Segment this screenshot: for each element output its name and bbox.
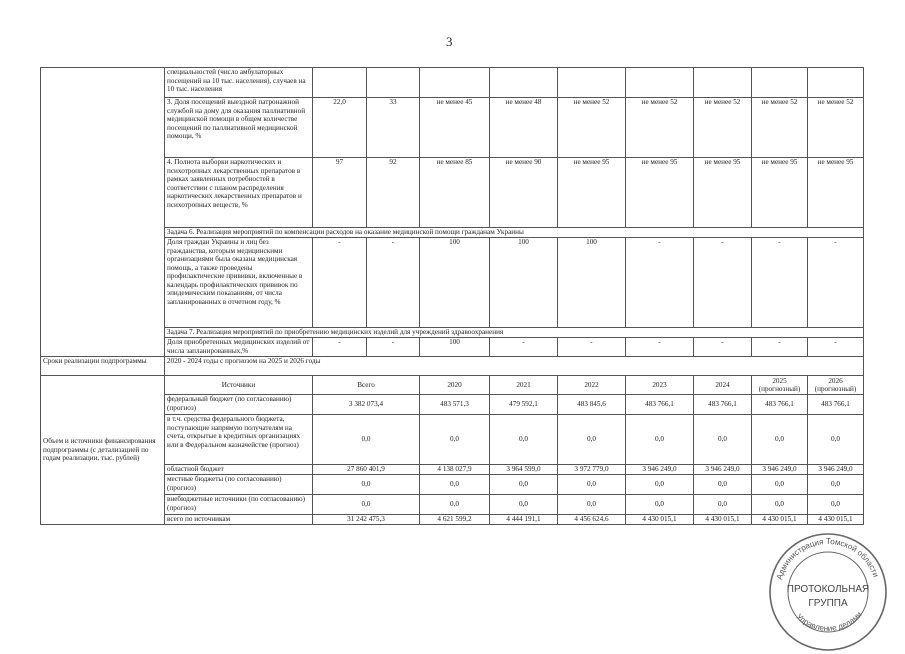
indicator-value: - (694, 338, 752, 357)
indicator-value: не менее 45 (420, 98, 490, 158)
funding-value: 0,0 (808, 475, 864, 495)
indicator-row (41, 98, 864, 158)
indicator-value: не менее 95 (752, 158, 808, 228)
indicator-row (41, 158, 864, 228)
funding-value: 0,0 (313, 415, 420, 465)
indicator-value: - (313, 338, 367, 357)
indicator-value: не менее 85 (420, 158, 490, 228)
funding-value: 3 946 249,0 (808, 465, 864, 475)
indicator-value (313, 68, 367, 98)
funding-total-row (41, 515, 864, 525)
funding-header: Источники (165, 376, 313, 395)
indicator-value (558, 68, 626, 98)
indicator-value (490, 68, 558, 98)
funding-row (41, 415, 864, 465)
indicator-value: не менее 52 (694, 98, 752, 158)
indicator-value: не менее 52 (558, 98, 626, 158)
funding-value: 0,0 (808, 495, 864, 515)
funding-header: 2020 (420, 376, 490, 395)
funding-header: 2025 (прогнозный) (752, 376, 808, 395)
funding-value: 483 766,1 (694, 395, 752, 415)
funding-source: областной бюджет (165, 465, 313, 475)
indicator-value: не менее 48 (490, 98, 558, 158)
indicator-row (41, 68, 864, 98)
indicator-row (41, 338, 864, 357)
indicator-value: не менее 52 (626, 98, 694, 158)
funding-value: 483 766,1 (808, 395, 864, 415)
indicator-value: не менее 95 (558, 158, 626, 228)
left-label-cell (41, 68, 165, 357)
indicator-value: - (808, 338, 864, 357)
stamp-outer-text: Администрация Томской области (774, 536, 881, 581)
program-passport-table (40, 67, 864, 525)
funding-value: 0,0 (558, 475, 626, 495)
funding-row (41, 475, 864, 495)
funding-value: 479 592,1 (490, 395, 558, 415)
funding-value: 483 766,1 (752, 395, 808, 415)
indicator-value: 100 (420, 238, 490, 328)
funding-value: 0,0 (490, 415, 558, 465)
funding-row (41, 465, 864, 475)
indicator-value: 100 (558, 238, 626, 328)
official-stamp (766, 530, 890, 654)
indicator-value: - (367, 238, 420, 328)
funding-row (41, 495, 864, 515)
indicator-name: 4. Полнота выборки наркотических и психотропных лекарственных препаратов в рамках заявленных потребностей в соответствии с планом распределения наркотических лекарственных препаратов и психотропных веществ, % (165, 158, 313, 228)
funding-value: 0,0 (694, 475, 752, 495)
funding-value: 0,0 (752, 475, 808, 495)
indicator-name: 3. Доля посещений выездной патронажной службой на дому для оказания паллиативной медицинской помощи в общем количестве посещений по паллиативной медицинской помощи, % (165, 98, 313, 158)
funding-value: 0,0 (490, 475, 558, 495)
indicator-value (626, 68, 694, 98)
indicator-value: - (490, 338, 558, 357)
stamp-bottom-text: Управление делами (794, 609, 864, 633)
funding-value: 0,0 (420, 495, 490, 515)
funding-value: 3 946 249,0 (626, 465, 694, 475)
funding-source: всего по источникам (165, 515, 313, 525)
funding-header: 2023 (626, 376, 694, 395)
funding-value: 4 430 015,1 (808, 515, 864, 525)
stamp-line1: ПРОТОКОЛЬНАЯ (786, 584, 870, 595)
funding-label: Объем и источники финансирования подпрограммы (с детализацией по годам реализации, тыс. рублей) (41, 376, 165, 525)
indicator-value (694, 68, 752, 98)
indicator-value: - (752, 338, 808, 357)
funding-value: 0,0 (420, 415, 490, 465)
funding-header: 2022 (558, 376, 626, 395)
indicator-value (367, 68, 420, 98)
indicator-name: Доля граждан Украины и лиц без гражданства, которым медицинскими организациями была оказана медицинская помощь, а также проведены профилактические прививки, включенные в календарь профилактических прививок по эпидемическим показаниям, от числа запланированных в отчетном году, % (165, 238, 313, 328)
indicator-value: не менее 95 (626, 158, 694, 228)
funding-value: 0,0 (420, 475, 490, 495)
terms-value: 2020 - 2024 годы с прогнозом на 2025 и 2026 годы (165, 357, 864, 376)
funding-header-row (41, 376, 864, 395)
indicator-row (41, 238, 864, 328)
funding-value: 4 430 015,1 (694, 515, 752, 525)
indicator-value (808, 68, 864, 98)
funding-value: 3 382 073,4 (313, 395, 420, 415)
indicator-value: 92 (367, 158, 420, 228)
indicator-value: 100 (420, 338, 490, 357)
funding-row (41, 395, 864, 415)
indicator-value: 33 (367, 98, 420, 158)
indicator-name: Доля приобретенных медицинских изделий от числа запланированных,% (165, 338, 313, 357)
indicator-value: - (313, 238, 367, 328)
task-row (41, 328, 864, 338)
funding-value: 31 242 475,3 (313, 515, 420, 525)
terms-label: Сроки реализации подпрограммы (41, 357, 165, 376)
indicator-value: - (752, 238, 808, 328)
indicator-value: - (626, 238, 694, 328)
funding-value: 0,0 (752, 415, 808, 465)
funding-value: 483 766,1 (626, 395, 694, 415)
funding-value: 3 972 779,0 (558, 465, 626, 475)
indicator-value (420, 68, 490, 98)
funding-header: Всего (313, 376, 420, 395)
funding-source: в т.ч. средства федерального бюджета, поступающие напрямую получателям на счета, открытые в кредитных организациях или в Федеральном казначействе (прогноз) (165, 415, 313, 465)
funding-value: 3 964 599,0 (490, 465, 558, 475)
indicator-value: - (808, 238, 864, 328)
funding-header: 2024 (694, 376, 752, 395)
page-number: 3 (446, 34, 453, 49)
task-title: Задача 7. Реализация мероприятий по приобретению медицинских изделий для учреждений здравоохранения (165, 328, 864, 338)
funding-value: 483 845,6 (558, 395, 626, 415)
funding-value: 0,0 (558, 495, 626, 515)
funding-value: 0,0 (808, 415, 864, 465)
funding-value: 0,0 (626, 415, 694, 465)
stamp-line2: ГРУППА (808, 598, 848, 609)
indicator-value: - (694, 238, 752, 328)
funding-value: 0,0 (626, 475, 694, 495)
funding-header: 2021 (490, 376, 558, 395)
indicator-value: - (558, 338, 626, 357)
funding-value: 0,0 (626, 495, 694, 515)
funding-value: 483 571,3 (420, 395, 490, 415)
indicator-value: не менее 95 (694, 158, 752, 228)
funding-value: 4 430 015,1 (626, 515, 694, 525)
funding-value: 3 946 249,0 (752, 465, 808, 475)
funding-value: 4 621 599,2 (420, 515, 490, 525)
terms-row (41, 357, 864, 376)
funding-value: 0,0 (694, 415, 752, 465)
indicator-name: специальностей (число амбулаторных посещений на 10 тыс. населения), случаев на 10 тыс. населения (165, 68, 313, 98)
funding-value: 0,0 (752, 495, 808, 515)
indicator-value: не менее 95 (808, 158, 864, 228)
funding-value: 27 860 401,9 (313, 465, 420, 475)
funding-value: 4 430 015,1 (752, 515, 808, 525)
funding-value: 0,0 (490, 495, 558, 515)
indicator-value: 97 (313, 158, 367, 228)
indicator-value: не менее 52 (752, 98, 808, 158)
funding-value: 0,0 (313, 475, 420, 495)
task-title: Задача 6. Реализация мероприятий по компенсации расходов на оказание медицинской помощи гражданам Украины (165, 228, 864, 238)
funding-source: местные бюджеты (по согласованию) (прогноз) (165, 475, 313, 495)
funding-value: 4 138 027,9 (420, 465, 490, 475)
funding-source: федеральный бюджет (по согласованию) (прогноз) (165, 395, 313, 415)
indicator-value: не менее 90 (490, 158, 558, 228)
funding-value: 3 946 249,0 (694, 465, 752, 475)
indicator-value: не менее 52 (808, 98, 864, 158)
funding-value: 0,0 (558, 415, 626, 465)
indicator-value: 22,0 (313, 98, 367, 158)
indicator-value: - (626, 338, 694, 357)
task-row (41, 228, 864, 238)
funding-value: 0,0 (694, 495, 752, 515)
funding-value: 4 444 191,1 (490, 515, 558, 525)
indicator-value: - (367, 338, 420, 357)
funding-value: 0,0 (313, 495, 420, 515)
indicator-value (752, 68, 808, 98)
funding-source: внебюджетные источники (по согласованию) (прогноз) (165, 495, 313, 515)
funding-value: 4 456 624,6 (558, 515, 626, 525)
indicator-value: 100 (490, 238, 558, 328)
funding-header: 2026 (прогнозный) (808, 376, 864, 395)
